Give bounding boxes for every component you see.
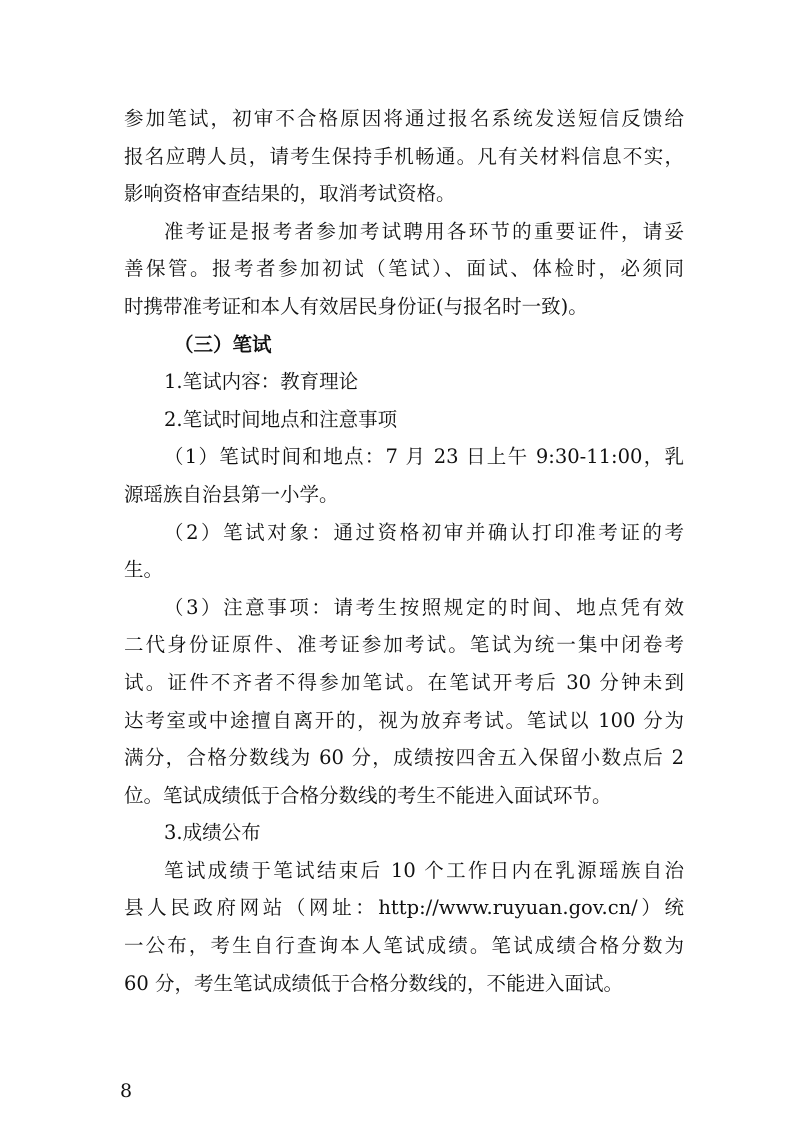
- paragraph-line: 达考室或中途擅自离开的，视为放弃考试。笔试以 100 分为: [124, 708, 684, 732]
- paragraph-line: （2）笔试对象：通过资格初审并确认打印准考证的考: [164, 520, 684, 544]
- paragraph-line: 满分，合格分数线为 60 分，成绩按四舍五入保留小数点后 2: [124, 746, 684, 770]
- paragraph-line: 试。证件不齐者不得参加笔试。在笔试开考后 30 分钟未到: [124, 670, 684, 694]
- paragraph-line: 县人民政府网站（网址：http://www.ruyuan.gov.cn/）统: [124, 896, 684, 920]
- paragraph-line: 笔试成绩于笔试结束后 10 个工作日内在乳源瑶族自治: [164, 858, 684, 882]
- page-number: 8: [120, 1080, 133, 1102]
- paragraph-line: 2.笔试时间地点和注意事项: [164, 407, 398, 431]
- paragraph-line: 影响资格审查结果的，取消考试资格。: [124, 182, 456, 206]
- paragraph-line: （1）笔试时间和地点：7 月 23 日上午 9:30-11:00，乳: [164, 445, 684, 469]
- paragraph-line: 二代身份证原件、准考证参加考试。笔试为统一集中闭卷考: [124, 633, 684, 657]
- paragraph-line: 生。: [124, 558, 164, 582]
- paragraph-line: 准考证是报考者参加考试聘用各环节的重要证件，请妥: [164, 219, 684, 243]
- paragraph-line: 参加笔试，初审不合格原因将通过报名系统发送短信反馈给: [124, 107, 684, 130]
- paragraph-line: 时携带准考证和本人有效居民身份证(与报名时一致)。: [124, 294, 588, 318]
- paragraph-line: 1.笔试内容：教育理论: [164, 370, 359, 394]
- section-heading: （三）笔试: [174, 332, 272, 356]
- paragraph-line: 源瑶族自治县第一小学。: [124, 482, 339, 506]
- paragraph-line: 善保管。报考者参加初试（笔试）、面试、体检时，必须同: [124, 257, 684, 281]
- paragraph-line: 3.成绩公布: [164, 821, 261, 845]
- paragraph-line: 位。笔试成绩低于合格分数线的考生不能进入面试环节。: [124, 783, 612, 807]
- paragraph-line: 60 分，考生笔试成绩低于合格分数线的，不能进入面试。: [124, 971, 624, 995]
- paragraph-line: 报名应聘人员，请考生保持手机畅通。凡有关材料信息不实，: [124, 144, 684, 168]
- paragraph-line: 一公布，考生自行查询本人笔试成绩。笔试成绩合格分数为: [124, 934, 684, 958]
- paragraph-line: （3）注意事项：请考生按照规定的时间、地点凭有效: [164, 595, 684, 619]
- document-body: [124, 100, 684, 1002]
